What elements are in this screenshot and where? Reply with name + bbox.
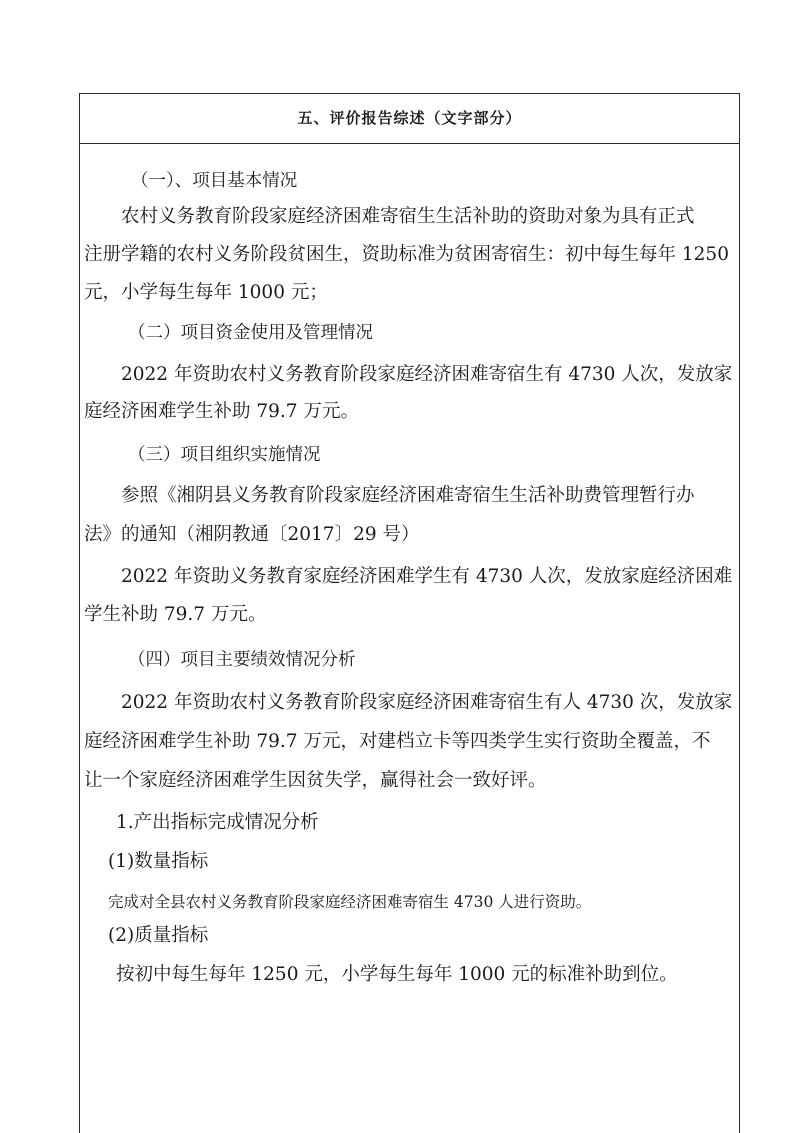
quantity-indicator-heading: (1)数量指标	[108, 851, 209, 872]
basic-info-line-3: 元，小学每生每年 1000 元；	[84, 282, 328, 303]
performance-line-1: 2022 年资助农村义务教育阶段家庭经济困难寄宿生有人 4730 次，发放家	[121, 692, 733, 713]
quantity-indicator-line: 完成对全县农村义务教育阶段家庭经济困难寄宿生 4730 人进行资助。	[108, 893, 592, 911]
quality-indicator-line: 按初中每生每年 1250 元，小学每生每年 1000 元的标准补助到位。	[116, 964, 678, 985]
funds-line-1: 2022 年资助农村义务教育阶段家庭经济困难寄宿生有 4730 人次，发放家	[121, 364, 733, 385]
basic-info-line-1: 农村义务教育阶段家庭经济困难寄宿生生活补助的资助对象为具有正式	[121, 206, 695, 227]
quality-indicator-heading: (2)质量指标	[108, 925, 209, 946]
funds-heading: （二）项目资金使用及管理情况	[128, 323, 373, 343]
output-indicator-heading: 1.产出指标完成情况分析	[116, 812, 319, 833]
funds-line-2: 庭经济困难学生补助 79.7 万元。	[84, 401, 359, 422]
performance-heading: （四）项目主要绩效情况分析	[128, 650, 356, 670]
organization-line-1: 参照《湘阴县义务教育阶段家庭经济困难寄宿生生活补助费管理暂行办	[121, 485, 695, 506]
organization-line-4: 学生补助 79.7 万元。	[84, 604, 267, 625]
performance-line-2: 庭经济困难学生补助 79.7 万元，对建档立卡等四类学生实行资助全覆盖，不	[84, 731, 711, 752]
basic-info-heading: （一）、项目基本情况	[131, 171, 298, 191]
organization-heading: （三）项目组织实施情况	[128, 445, 321, 465]
basic-info-line-2: 注册学籍的农村义务阶段贫困生，资助标准为贫困寄宿生：初中每生每年 1250	[84, 244, 729, 265]
organization-line-2: 法》的通知（湘阴教通〔2017〕29 号）	[84, 524, 420, 545]
section-title: 五、评价报告综述（文字部分）	[297, 109, 522, 127]
header-row	[80, 94, 739, 144]
organization-line-3: 2022 年资助义务教育家庭经济困难学生有 4730 人次，发放家庭经济困难	[121, 566, 733, 587]
performance-line-3: 让一个家庭经济困难学生因贫失学，赢得社会一致好评。	[84, 770, 547, 791]
